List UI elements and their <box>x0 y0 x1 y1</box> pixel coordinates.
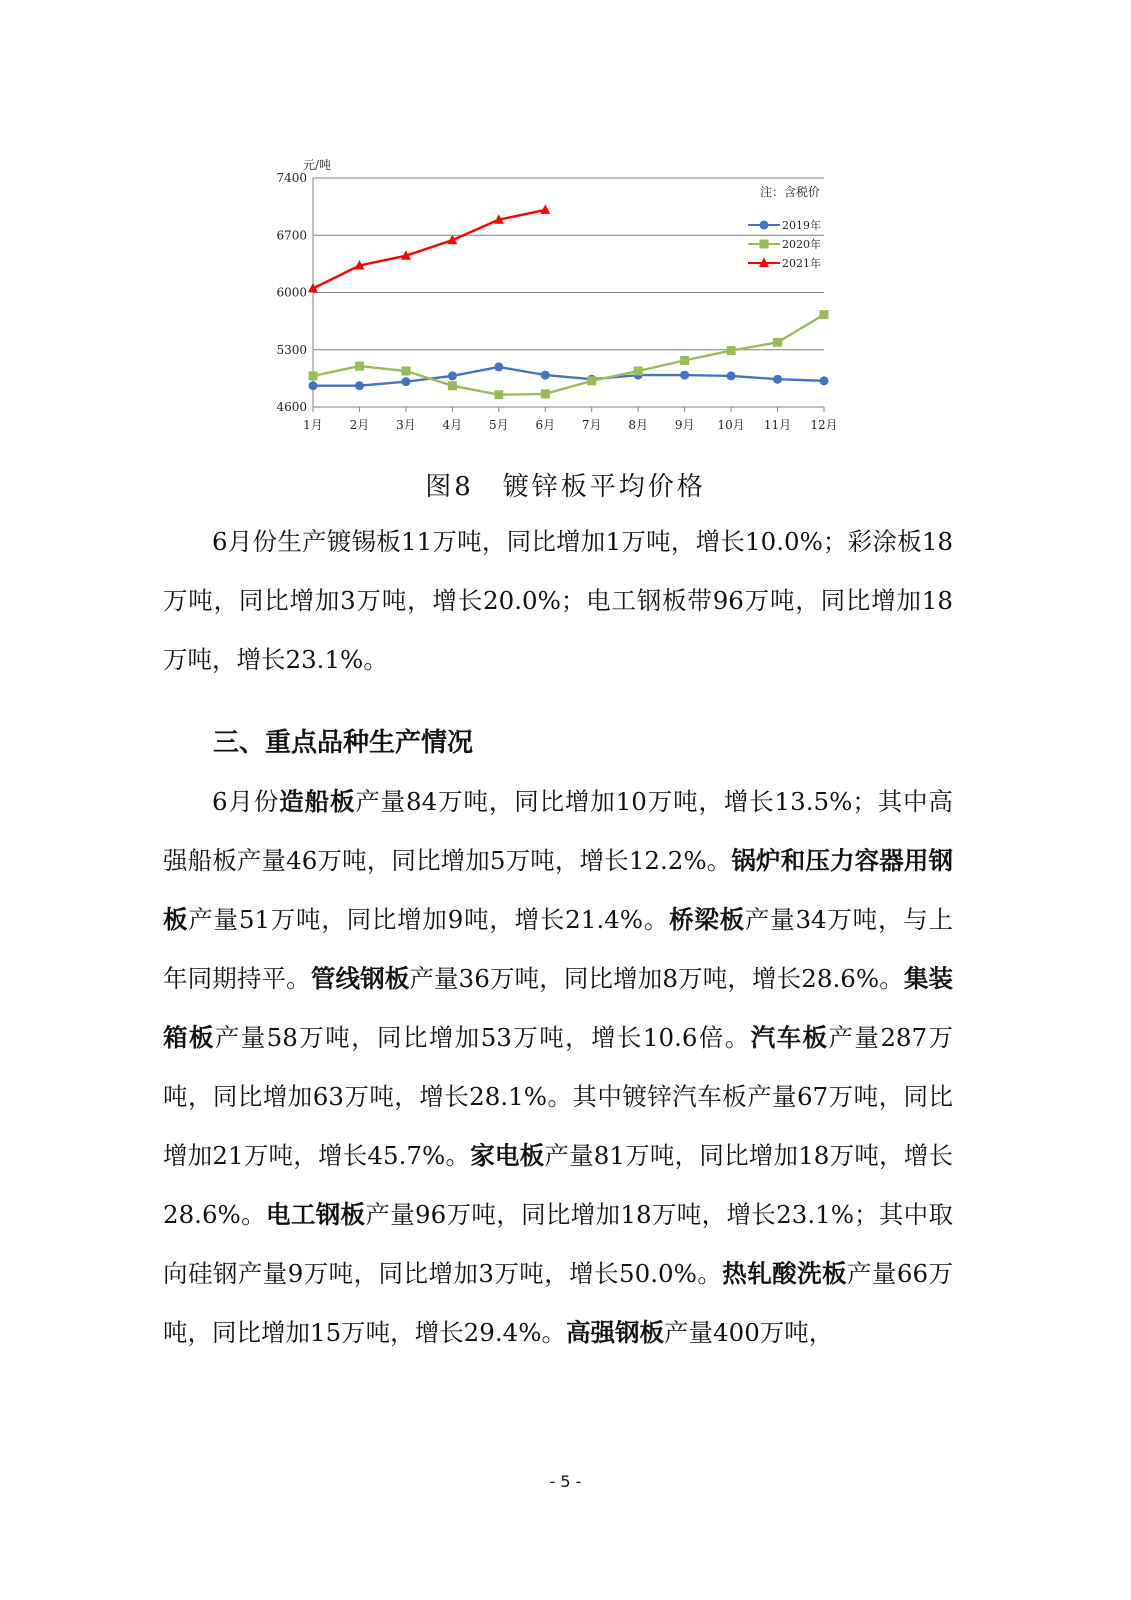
product-name: 高强钢板 <box>566 1318 665 1347</box>
data-point <box>540 204 550 214</box>
y-tick-label: 7400 <box>276 171 307 185</box>
data-point <box>727 346 736 355</box>
paragraph-text: 6月份生产镀锡板11万吨，同比增加1万吨，增长10.0%；彩涂板18万吨，同比增加3万吨，增长20.0%；电工钢板带96万吨，同比增加18万吨，增长23.1%。 <box>163 527 953 674</box>
product-name: 管线钢板 <box>310 964 410 993</box>
data-point <box>494 362 503 371</box>
data-point <box>634 367 643 376</box>
text-run: 产量58万吨，同比增加53万吨，增长10.6倍。 <box>214 1023 751 1052</box>
data-point <box>541 371 550 380</box>
text-run: 产量287万吨，同比增加63万吨，增长28.1%。其中镀锌汽车板产量67万吨，同比增加21万吨，增长45.7%。 <box>163 1023 954 1170</box>
text-run: 产量81万吨，同比增加18万吨，增长28.6%。 <box>163 1141 953 1229</box>
product-name: 汽车板 <box>750 1023 829 1052</box>
y-tick-label: 5300 <box>276 342 307 357</box>
x-tick-label: 9月 <box>674 418 695 432</box>
section-heading: 三、重点品种生产情况 <box>213 728 474 758</box>
x-tick-label: 6月 <box>535 418 556 432</box>
data-point <box>448 381 457 390</box>
text-run: 产量34万吨，与上年同期持平。 <box>163 905 953 993</box>
x-tick-label: 2月 <box>349 418 370 432</box>
x-tick-label: 11月 <box>763 418 792 432</box>
data-point <box>820 310 829 319</box>
x-tick-label: 4月 <box>442 418 463 432</box>
paragraph-key-products <box>163 772 953 1362</box>
x-tick-label: 12月 <box>810 418 838 432</box>
legend-label: 2019年 <box>782 219 821 232</box>
product-name: 锅炉和压力容器用钢板 <box>163 846 953 934</box>
data-point <box>680 356 689 365</box>
product-name: 电工钢板 <box>266 1200 366 1229</box>
data-point <box>773 338 782 347</box>
product-name: 造船板 <box>279 787 356 816</box>
legend-marker <box>760 240 769 249</box>
legend-label: 2020年 <box>782 238 821 251</box>
price-chart <box>258 150 858 450</box>
x-tick-label: 3月 <box>396 418 416 432</box>
data-point <box>541 389 550 398</box>
data-point <box>448 371 457 380</box>
x-tick-label: 7月 <box>581 418 602 432</box>
text-run: 6月份 <box>212 787 280 816</box>
x-tick-label: 5月 <box>488 418 509 432</box>
product-name: 家电板 <box>470 1141 545 1170</box>
data-point <box>355 381 364 390</box>
data-point <box>587 376 596 385</box>
data-point <box>401 367 410 376</box>
data-point <box>820 376 829 385</box>
data-point <box>494 390 503 399</box>
product-name: 集装箱板 <box>163 964 954 1052</box>
page-number: - 5 - <box>549 1472 582 1491</box>
legend-marker <box>760 221 769 230</box>
data-point <box>309 371 318 380</box>
series-line <box>313 210 545 289</box>
x-tick-label: 8月 <box>628 418 649 432</box>
text-run: 产量84万吨，同比增加10万吨，增长13.5%；其中高强船板产量46万吨，同比增加5万吨，增长12.2%。 <box>163 787 953 875</box>
data-point <box>309 381 318 390</box>
data-point <box>355 362 364 371</box>
galvanized-price-line-chart <box>258 150 858 450</box>
product-name: 桥梁板 <box>669 905 745 934</box>
chart-note: 注：含税价 <box>759 185 820 199</box>
paragraph-text <box>163 772 953 1362</box>
figure-caption: 图8 镀锌板平均价格 <box>425 472 706 502</box>
text-run: 产量36万吨，同比增加8万吨，增长28.6%。 <box>409 964 904 993</box>
y-tick-label: 6700 <box>276 228 307 243</box>
data-point <box>680 371 689 380</box>
paragraph-coated-sheets <box>163 512 953 689</box>
text-run: 产量51万吨，同比增加9吨，增长21.4%。 <box>188 905 670 934</box>
data-point <box>727 371 736 380</box>
product-name: 热轧酸洗板 <box>722 1259 847 1288</box>
y-tick-label: 6000 <box>276 285 307 300</box>
x-tick-label: 1月 <box>303 418 323 432</box>
text-run: 产量96万吨，同比增加18万吨，增长23.1%；其中取向硅钢产量9万吨，同比增加3万吨，增长50.0%。 <box>163 1200 953 1288</box>
y-tick-label: 4600 <box>276 400 307 414</box>
data-point <box>401 377 410 386</box>
x-tick-label: 10月 <box>717 418 745 432</box>
y-axis-label: 元/吨 <box>303 158 332 172</box>
data-point <box>773 375 782 384</box>
text-run: 产量66万吨，同比增加15万吨，增长29.4%。 <box>163 1259 953 1347</box>
legend-label: 2021年 <box>782 257 821 270</box>
text-run: 产量400万吨， <box>664 1318 834 1347</box>
